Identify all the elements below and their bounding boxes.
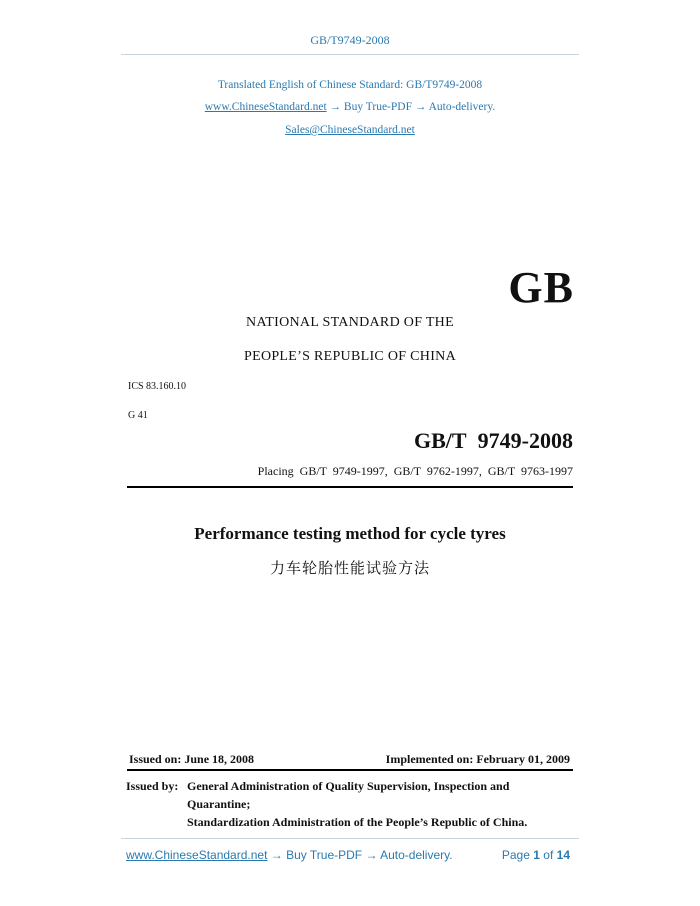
title-chinese: 力车轮胎性能试验方法: [269, 559, 430, 577]
issuer-line2: Quarantine;: [187, 797, 251, 811]
ics-code: ICS 83.160.10: [128, 381, 187, 392]
dates-rule: [127, 769, 573, 771]
national-standard-line2: PEOPLE’S REPUBLIC OF CHINA: [244, 349, 456, 364]
footer-divider: [121, 838, 579, 839]
issued-by-label: Issued by:: [126, 779, 179, 793]
implemented-on-date: Implemented on: February 01, 2009: [385, 752, 570, 766]
page-word: Page: [501, 848, 530, 862]
page-total: 14: [556, 848, 570, 862]
page-number: 1: [533, 848, 540, 862]
gb-mark: GB: [508, 263, 574, 312]
promo-email-line: [0, 124, 700, 136]
title-top-rule: [127, 486, 573, 488]
promo-site-link[interactable]: www.ChineseStandard.net: [204, 101, 327, 113]
of-word: of: [543, 848, 554, 862]
header-standard-code: GB/T9749-2008: [310, 33, 390, 47]
page-indicator: [502, 848, 570, 862]
replacing-standards: Placing GB/T 9749-1997, GB/T 9762-1997, GB/T 9763-1997: [257, 464, 573, 478]
ccs-code: G 41: [128, 410, 148, 421]
header-divider: [121, 54, 579, 55]
title-english: Performance testing method for cycle tyres: [194, 524, 506, 543]
footer-promo: [126, 848, 453, 862]
issuer-line1: General Administration of Quality Supervision, Inspection and: [187, 779, 510, 793]
promo-email-link[interactable]: Sales@ChineseStandard.net: [285, 124, 415, 136]
footer-site-link[interactable]: www.ChineseStandard.net: [126, 848, 268, 862]
promo-buy-line: [0, 101, 700, 113]
issuer-line3: Standardization Administration of the People’s Republic of China.: [187, 815, 528, 829]
promo-translated-line: Translated English of Chinese Standard: GB/T9749-2008: [217, 79, 483, 91]
promo-buy-text: → Buy True-PDF → Auto-delivery.: [326, 101, 496, 113]
standard-number: GB/T 9749-2008: [413, 428, 573, 453]
footer-buy-text: → Buy True-PDF → Auto-delivery.: [267, 848, 453, 862]
issued-on-date: Issued on: June 18, 2008: [129, 752, 255, 766]
national-standard-line1: NATIONAL STANDARD OF THE: [246, 315, 454, 330]
